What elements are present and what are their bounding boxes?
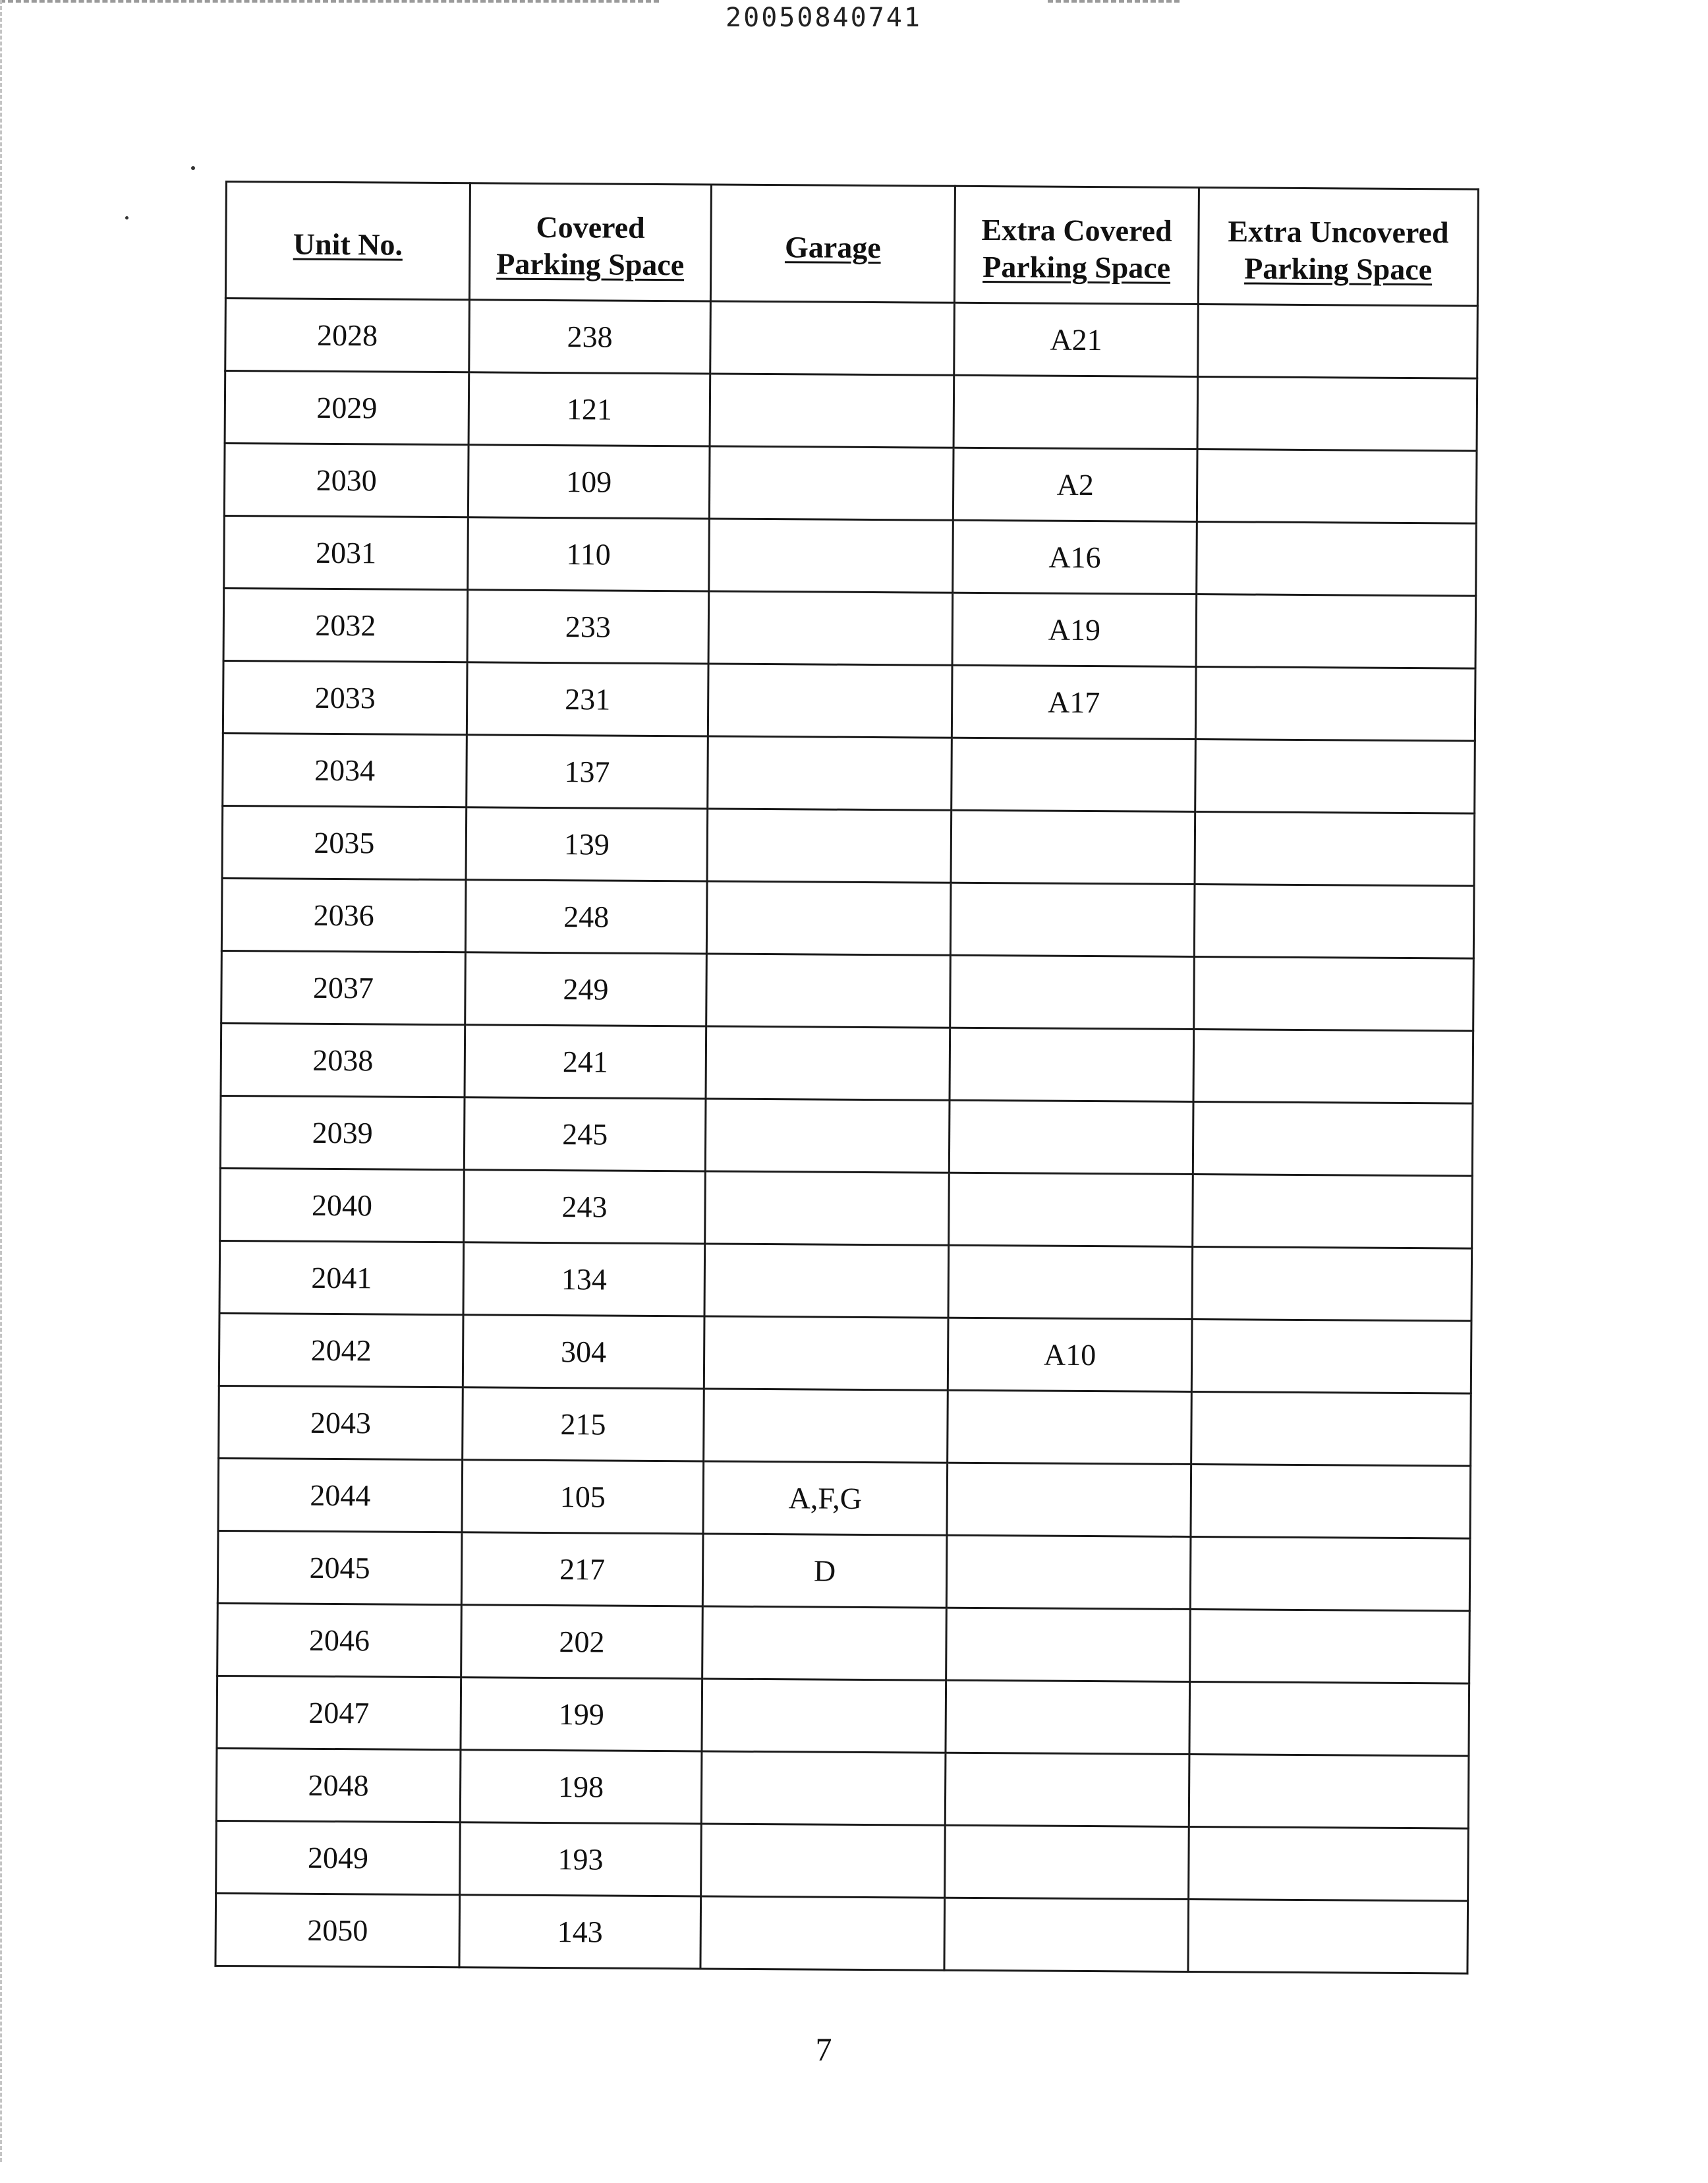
cell-extra-covered-parking-space [950, 1028, 1194, 1101]
cell-extra-covered-parking-space [951, 810, 1195, 884]
table-row [225, 371, 1477, 451]
table-row [224, 515, 1477, 596]
cell-extra-uncovered-parking-space [1198, 305, 1478, 379]
cell-extra-covered-parking-space [946, 1608, 1191, 1681]
table-row [217, 1675, 1469, 1756]
cell-extra-covered-parking-space [949, 1173, 1193, 1246]
cell-garage [705, 1171, 950, 1245]
table-header-row [225, 182, 1478, 306]
table-row [219, 1385, 1471, 1466]
table-row [220, 1095, 1473, 1176]
cell-covered-parking-space: 198 [460, 1750, 702, 1824]
cell-extra-uncovered-parking-space [1197, 377, 1477, 451]
scan-left-edge [0, 0, 2, 2162]
cell-unit-no: 2047 [217, 1675, 461, 1749]
cell-extra-uncovered-parking-space [1193, 1030, 1473, 1104]
cell-garage [701, 1751, 946, 1825]
cell-unit-no: 2037 [221, 950, 466, 1024]
cell-unit-no: 2049 [216, 1820, 461, 1894]
table-row [225, 299, 1478, 379]
cell-extra-covered-parking-space: A2 [953, 448, 1197, 521]
cell-extra-covered-parking-space: A19 [952, 593, 1197, 666]
cell-extra-covered-parking-space [945, 1825, 1189, 1899]
cell-extra-covered-parking-space: A17 [952, 665, 1196, 739]
header-line: Extra Uncovered [1228, 214, 1449, 250]
cell-covered-parking-space: 137 [467, 735, 708, 809]
cell-extra-uncovered-parking-space [1194, 957, 1474, 1032]
cell-extra-uncovered-parking-space [1188, 1899, 1468, 1973]
cell-unit-no: 2032 [223, 588, 468, 662]
table-row [221, 878, 1474, 958]
cell-garage [705, 1099, 950, 1173]
cell-covered-parking-space: 238 [469, 300, 711, 374]
cell-covered-parking-space: 231 [467, 662, 708, 736]
cell-unit-no: 2028 [225, 299, 470, 372]
cell-covered-parking-space: 105 [462, 1460, 704, 1534]
cell-extra-uncovered-parking-space [1189, 1754, 1469, 1828]
header-line: Parking Space [496, 247, 685, 282]
table-row [221, 950, 1474, 1031]
cell-garage [706, 881, 951, 955]
cell-covered-parking-space: 304 [463, 1315, 704, 1389]
cell-extra-uncovered-parking-space [1189, 1681, 1469, 1756]
cell-extra-uncovered-parking-space [1191, 1319, 1471, 1393]
cell-covered-parking-space: 243 [464, 1170, 706, 1244]
cell-extra-uncovered-parking-space [1195, 740, 1475, 814]
table-row [216, 1820, 1469, 1901]
cell-covered-parking-space: 233 [467, 590, 709, 664]
cell-unit-no: 2050 [215, 1893, 460, 1967]
cell-extra-covered-parking-space [950, 955, 1195, 1029]
header-line: Extra Covered [981, 213, 1172, 248]
header-covered-parking-space [469, 183, 711, 301]
table-row [219, 1240, 1472, 1321]
table-row [221, 1023, 1473, 1103]
cell-unit-no: 2034 [223, 733, 467, 807]
table-row [218, 1458, 1471, 1538]
cell-garage [704, 1389, 948, 1463]
cell-extra-covered-parking-space: A21 [954, 303, 1199, 376]
table-row [223, 588, 1476, 668]
parking-assignment-table [214, 181, 1479, 1975]
cell-extra-covered-parking-space [952, 738, 1196, 811]
cell-extra-uncovered-parking-space [1193, 1174, 1473, 1248]
table-row [217, 1603, 1470, 1683]
cell-extra-covered-parking-space [945, 1753, 1189, 1826]
cell-covered-parking-space: 134 [463, 1242, 705, 1316]
cell-extra-covered-parking-space [946, 1535, 1191, 1609]
cell-garage [708, 736, 952, 810]
cell-garage [708, 664, 952, 738]
header-garage [710, 185, 955, 303]
cell-unit-no: 2041 [219, 1240, 464, 1314]
header-unit-no [225, 182, 470, 300]
header-line: Parking Space [1244, 251, 1433, 287]
cell-garage [704, 1244, 949, 1318]
cell-extra-covered-parking-space [946, 1680, 1190, 1754]
cell-covered-parking-space: 139 [466, 807, 708, 881]
cell-covered-parking-space: 217 [461, 1532, 703, 1606]
table-row [223, 733, 1475, 813]
cell-extra-uncovered-parking-space [1189, 1826, 1469, 1901]
cell-extra-covered-parking-space [950, 883, 1195, 956]
cell-extra-uncovered-parking-space [1192, 1246, 1472, 1321]
scan-speck [125, 216, 128, 219]
cell-covered-parking-space: 202 [461, 1605, 703, 1679]
cell-covered-parking-space: 248 [465, 880, 707, 954]
cell-extra-covered-parking-space [944, 1898, 1189, 1971]
cell-unit-no: 2043 [219, 1385, 463, 1459]
page-number: 7 [815, 2031, 832, 2068]
cell-extra-uncovered-parking-space [1197, 450, 1477, 524]
cell-covered-parking-space: 245 [464, 1097, 706, 1171]
table-row [223, 660, 1475, 741]
cell-unit-no: 2038 [221, 1023, 465, 1097]
cell-garage: A,F,G [703, 1461, 948, 1535]
cell-unit-no: 2044 [218, 1458, 463, 1532]
cell-unit-no: 2040 [220, 1168, 465, 1242]
cell-unit-no: 2033 [223, 660, 467, 734]
cell-unit-no: 2031 [224, 515, 469, 589]
table-row [215, 1893, 1468, 1973]
cell-covered-parking-space: 241 [465, 1025, 706, 1099]
table-row [224, 444, 1477, 524]
cell-extra-covered-parking-space [948, 1245, 1193, 1319]
cell-covered-parking-space: 249 [465, 952, 707, 1026]
table-row [216, 1748, 1469, 1828]
cell-extra-uncovered-parking-space [1195, 667, 1475, 742]
parking-table-container [214, 181, 1477, 1975]
cell-extra-uncovered-parking-space [1191, 1464, 1471, 1538]
cell-covered-parking-space: 121 [469, 372, 710, 446]
header-line: Parking Space [982, 250, 1171, 285]
cell-garage [706, 1026, 950, 1100]
cell-extra-uncovered-parking-space [1195, 812, 1475, 887]
cell-unit-no: 2045 [217, 1530, 462, 1604]
cell-covered-parking-space: 199 [461, 1677, 702, 1751]
cell-garage [701, 1824, 946, 1898]
cell-unit-no: 2029 [225, 371, 469, 445]
cell-covered-parking-space: 215 [463, 1387, 704, 1461]
table-body [215, 299, 1477, 1974]
cell-extra-covered-parking-space: A16 [953, 520, 1197, 594]
cell-extra-covered-parking-space [948, 1390, 1192, 1464]
cell-extra-covered-parking-space: A10 [948, 1318, 1192, 1391]
scan-speck [191, 166, 195, 170]
cell-garage [706, 954, 951, 1028]
cell-extra-uncovered-parking-space [1193, 1101, 1473, 1176]
cell-garage [704, 1316, 948, 1390]
document-number: 20050840741 [726, 3, 922, 33]
cell-unit-no: 2042 [219, 1313, 463, 1387]
cell-garage [707, 809, 952, 883]
cell-extra-uncovered-parking-space [1190, 1609, 1470, 1683]
header-extra-covered-parking-space [954, 186, 1199, 304]
header-line: Garage [784, 230, 881, 265]
table-row [219, 1313, 1471, 1393]
cell-garage [710, 374, 954, 448]
cell-extra-covered-parking-space [954, 375, 1198, 449]
table-row [217, 1530, 1470, 1611]
cell-garage [710, 301, 955, 375]
cell-covered-parking-space: 110 [468, 517, 710, 591]
cell-unit-no: 2030 [224, 444, 469, 517]
cell-extra-covered-parking-space [947, 1463, 1191, 1536]
cell-unit-no: 2035 [222, 805, 467, 879]
cell-extra-uncovered-parking-space [1191, 1391, 1471, 1466]
cell-extra-covered-parking-space [949, 1100, 1193, 1174]
cell-covered-parking-space: 143 [459, 1895, 701, 1969]
table-row [222, 805, 1475, 886]
header-line: Unit No. [293, 227, 403, 262]
table-row [220, 1168, 1473, 1248]
cell-garage [700, 1896, 945, 1970]
cell-unit-no: 2036 [221, 878, 466, 952]
cell-unit-no: 2039 [220, 1095, 465, 1169]
cell-unit-no: 2048 [216, 1748, 461, 1822]
cell-covered-parking-space: 109 [468, 445, 710, 519]
cell-extra-uncovered-parking-space [1190, 1536, 1470, 1611]
cell-garage [709, 519, 954, 593]
header-line: Covered [536, 210, 645, 245]
cell-unit-no: 2046 [217, 1603, 462, 1677]
cell-garage [702, 1606, 947, 1680]
header-extra-uncovered-parking-space [1198, 188, 1478, 306]
cell-garage [702, 1679, 946, 1753]
cell-extra-uncovered-parking-space [1197, 522, 1477, 597]
cell-garage [708, 591, 953, 665]
cell-covered-parking-space: 193 [460, 1822, 702, 1896]
cell-extra-uncovered-parking-space [1194, 885, 1474, 959]
cell-garage: D [702, 1534, 947, 1608]
cell-extra-uncovered-parking-space [1196, 595, 1476, 669]
cell-garage [709, 446, 954, 520]
